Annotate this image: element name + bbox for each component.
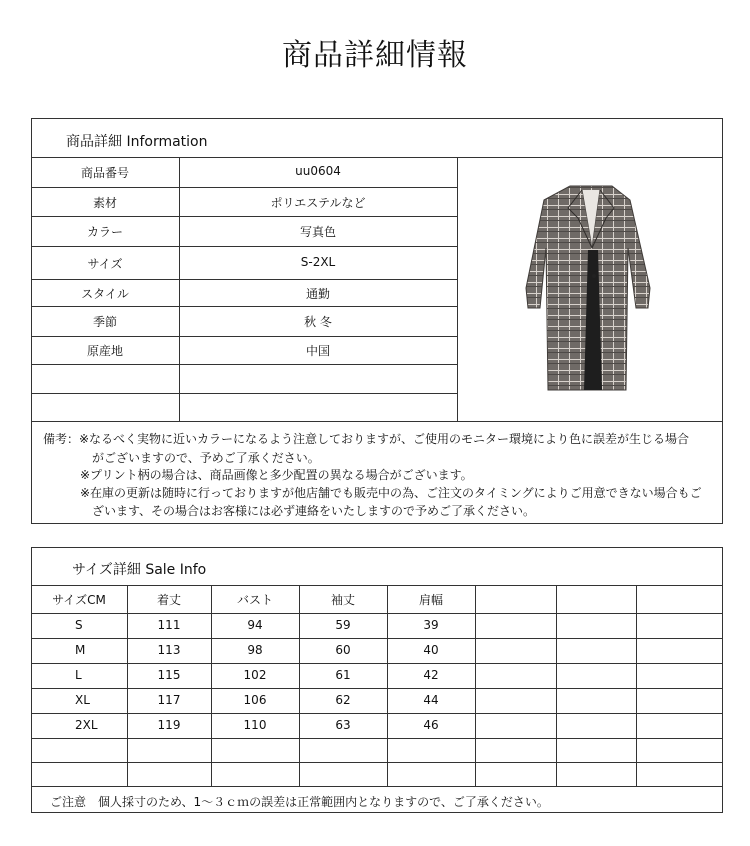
image-divider	[457, 157, 458, 421]
row-divider	[31, 279, 457, 280]
product-attr-label: 素材	[92, 195, 117, 210]
size-column-divider	[636, 585, 637, 786]
size-column-header: サイズCM	[52, 593, 106, 607]
size-value: 62	[335, 692, 351, 707]
page-title: 商品詳細情報	[282, 38, 468, 73]
size-value: 102	[243, 667, 267, 682]
size-column-divider	[387, 585, 388, 786]
size-label: S	[75, 617, 83, 632]
product-attr-label: 商品番号	[80, 166, 129, 180]
size-value: 117	[157, 692, 181, 707]
size-column-divider	[475, 585, 476, 786]
size-value: 60	[335, 642, 351, 657]
header-divider	[31, 157, 723, 158]
size-value: 94	[247, 617, 263, 632]
size-label: 2XL	[75, 717, 98, 732]
size-row-divider	[31, 688, 723, 689]
size-value: 42	[423, 667, 439, 682]
size-row-divider	[31, 585, 723, 586]
size-value: 98	[247, 642, 263, 657]
size-value: 63	[335, 717, 351, 732]
row-divider	[31, 187, 457, 188]
product-image	[520, 178, 660, 402]
size-row-divider	[31, 638, 723, 639]
size-note: ご注意 個人採寸のため、1～３ｃｍの誤差は正常範囲内となりますので、ご了承ください。	[50, 795, 549, 809]
size-column-divider	[127, 585, 128, 786]
product-attr-value: uu0604	[295, 164, 341, 178]
size-value: 115	[157, 667, 181, 682]
size-value: 113	[157, 642, 181, 657]
size-value: 61	[335, 667, 351, 682]
size-column-header: バスト	[236, 593, 273, 607]
product-attr-label: 原産地	[86, 344, 123, 358]
coat-icon	[520, 178, 660, 398]
row-divider	[31, 336, 457, 337]
size-value: 39	[423, 617, 439, 632]
product-info-header: 商品詳細 Information	[66, 134, 208, 150]
size-column-header: 袖丈	[330, 593, 355, 607]
size-row-divider	[31, 738, 723, 739]
row-divider	[31, 364, 457, 365]
row-divider	[31, 246, 457, 247]
product-attr-value: S-2XL	[300, 254, 336, 269]
size-column-divider	[556, 585, 557, 786]
size-value: 106	[243, 692, 267, 707]
size-column-header: 肩幅	[418, 593, 443, 607]
product-attr-label: サイズ	[87, 256, 123, 271]
size-row-divider	[31, 762, 723, 763]
product-attr-value: 秋 冬	[304, 315, 332, 329]
row-divider	[31, 393, 457, 394]
size-row-divider	[31, 613, 723, 614]
row-divider	[31, 216, 457, 217]
size-row-divider	[31, 786, 723, 787]
size-column-divider	[211, 585, 212, 786]
size-column-divider	[299, 585, 300, 786]
product-note-5: ざいます、その場合はお客様には必ず連絡をいたしますので予めご了承ください。	[92, 504, 536, 518]
size-value: 111	[157, 617, 181, 632]
product-attr-value: 通勤	[305, 286, 330, 301]
size-value: 40	[423, 642, 439, 657]
product-note-4: ※在庫の更新は随時に行っておりますが他店舗でも販売中の為、ご注文のタイミングによりご用意できない場合もご	[80, 486, 702, 500]
product-attr-value: ポリエステルなど	[270, 195, 366, 210]
size-label: M	[75, 642, 86, 657]
size-row-divider	[31, 713, 723, 714]
size-value: 59	[335, 617, 351, 632]
row-divider	[31, 306, 457, 307]
product-note-1: 備考：※なるべく実物に近いカラーになるよう注意しておりますが、ご使用のモニター環境により色に誤差が生じる場合	[43, 432, 690, 446]
size-label: L	[75, 667, 82, 682]
size-value: 119	[157, 717, 181, 732]
product-attr-value: 写真色	[299, 225, 336, 239]
size-row-divider	[31, 663, 723, 664]
size-label: XL	[75, 692, 90, 707]
size-value: 46	[423, 717, 439, 732]
product-attr-label: カラー	[86, 225, 123, 239]
product-note-2: がございますので、予めご了承ください。	[92, 451, 320, 465]
size-info-header: サイズ詳細 Sale Info	[72, 562, 207, 578]
product-attr-label: 季節	[92, 315, 117, 329]
size-value: 110	[243, 717, 267, 732]
product-note-3: ※プリント柄の場合は、商品画像と多少配置の異なる場合がございます。	[80, 468, 473, 482]
size-column-header: 着丈	[156, 593, 181, 607]
size-value: 44	[423, 692, 439, 707]
product-attr-value: 中国	[305, 344, 330, 358]
notes-divider	[31, 421, 723, 422]
product-attr-label: スタイル	[81, 286, 129, 301]
